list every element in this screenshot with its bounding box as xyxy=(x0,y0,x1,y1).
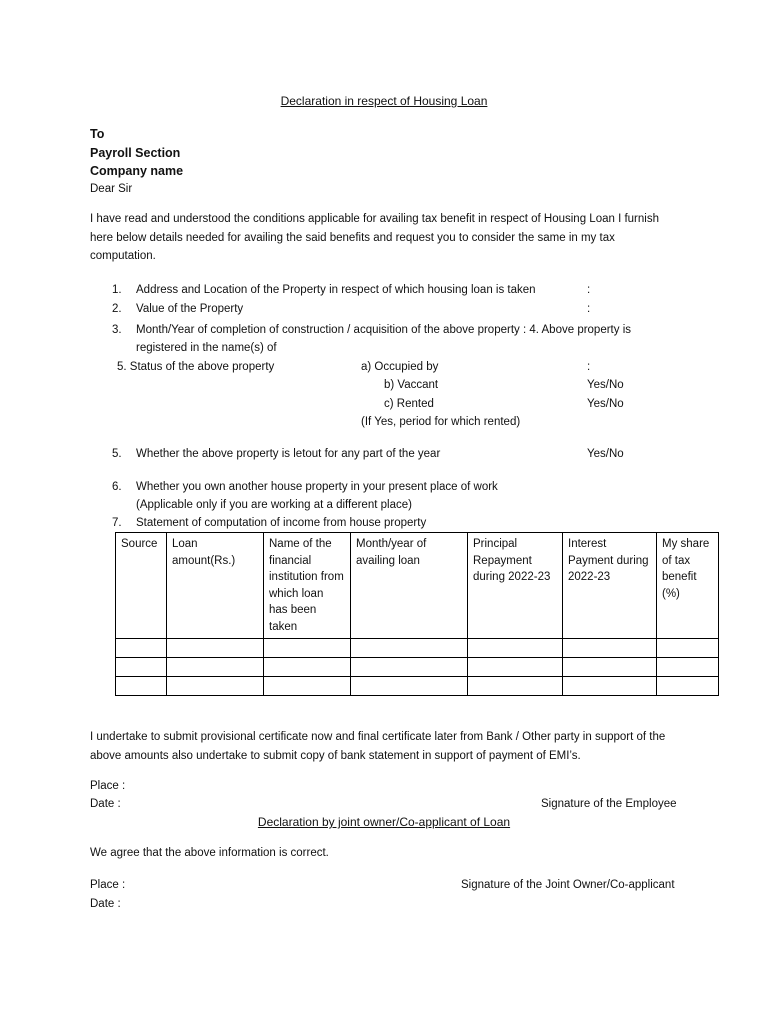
item-1-number: 1. xyxy=(112,284,122,296)
table-cell[interactable] xyxy=(351,639,468,658)
joint-place: Place : xyxy=(90,879,126,891)
address-line-1: Payroll Section xyxy=(90,146,181,160)
employee-place: Place : xyxy=(90,780,126,792)
table-row xyxy=(116,639,719,658)
item-2-text: Value of the Property xyxy=(136,303,244,315)
status-occupied-value: : xyxy=(587,361,591,373)
item-6-continuation: (Applicable only if you are working at a different place) xyxy=(136,499,412,511)
item-5-number: 5. xyxy=(112,448,122,460)
item-6-number: 6. xyxy=(112,481,122,493)
item-5-text: Whether the above property is letout for any part of the year xyxy=(136,448,441,460)
joint-declaration-title: Declaration by joint owner/Co-applicant of Loan xyxy=(257,815,511,829)
table-cell[interactable] xyxy=(167,639,264,658)
table-row xyxy=(116,658,719,677)
col-header-source: Source xyxy=(116,533,167,639)
employee-date: Date : xyxy=(90,798,121,810)
table-cell[interactable] xyxy=(264,658,351,677)
table-cell[interactable] xyxy=(563,658,657,677)
table-cell[interactable] xyxy=(657,658,719,677)
status-rented-note: (If Yes, period for which rented) xyxy=(361,416,521,428)
table-cell[interactable] xyxy=(563,639,657,658)
table-cell[interactable] xyxy=(468,639,563,658)
col-header-tax-share: My share of tax benefit (%) xyxy=(657,533,719,639)
table-cell[interactable] xyxy=(167,658,264,677)
table-header-row xyxy=(116,533,719,639)
table-cell[interactable] xyxy=(264,677,351,696)
table-cell[interactable] xyxy=(351,658,468,677)
item-3-number: 3. xyxy=(112,324,122,336)
joint-date: Date : xyxy=(90,898,121,910)
status-occupied: a) Occupied by xyxy=(361,361,439,373)
table-cell[interactable] xyxy=(264,639,351,658)
undertaking-paragraph: I undertake to submit provisional certificate now and final certificate later from Bank / Other party in support of the above amounts also undertake to submit copy of bank statement in support of payment of EMI’s. xyxy=(90,731,666,762)
table-cell[interactable] xyxy=(116,677,167,696)
table-cell[interactable] xyxy=(468,677,563,696)
status-vacant-value: Yes/No xyxy=(587,379,624,391)
col-header-loan-amount: Loan amount(Rs.) xyxy=(167,533,264,639)
item-3-continuation: registered in the name(s) of xyxy=(136,342,277,354)
status-vacant: b) Vaccant xyxy=(384,379,439,391)
col-header-institution: Name of the financial institution from which loan has been taken xyxy=(264,533,351,639)
item-5-value: Yes/No xyxy=(587,448,624,460)
agreement-statement: We agree that the above information is correct. xyxy=(90,847,329,859)
item-2-value: : xyxy=(587,303,591,315)
intro-paragraph: I have read and understood the conditions applicable for availing tax benefit in respect of Housing Loan I furnish here below details needed for availing the said benefits and request you to consider the same in my tax computation. xyxy=(90,213,659,262)
salutation: Dear Sir xyxy=(90,183,133,195)
table-cell[interactable] xyxy=(563,677,657,696)
document-title: Declaration in respect of Housing Loan xyxy=(280,94,488,108)
address-line-2: Company name xyxy=(90,164,184,178)
item-7-number: 7. xyxy=(112,517,122,529)
table-cell[interactable] xyxy=(468,658,563,677)
item-6-text: Whether you own another house property in your present place of work xyxy=(136,481,498,493)
status-rented-value: Yes/No xyxy=(587,398,624,410)
table-cell[interactable] xyxy=(657,639,719,658)
computation-table xyxy=(115,532,719,696)
table-cell[interactable] xyxy=(351,677,468,696)
item-7-text: Statement of computation of income from house property xyxy=(136,517,427,529)
item-2-number: 2. xyxy=(112,303,122,315)
item-3-text: Month/Year of completion of construction / acquisition of the above property : 4. Above property is xyxy=(136,324,631,336)
col-header-principal: Principal Repayment during 2022-23 xyxy=(468,533,563,639)
joint-signature: Signature of the Joint Owner/Co-applicant xyxy=(461,879,675,891)
col-header-month-year: Month/year of availing loan xyxy=(351,533,468,639)
table-row xyxy=(116,677,719,696)
item-1-value: : xyxy=(587,284,591,296)
employee-signature: Signature of the Employee xyxy=(541,798,677,810)
table-cell[interactable] xyxy=(116,639,167,658)
status-label: 5. Status of the above property xyxy=(117,361,275,373)
status-rented: c) Rented xyxy=(384,398,434,410)
item-1-text: Address and Location of the Property in respect of which housing loan is taken xyxy=(136,284,536,296)
table-cell[interactable] xyxy=(116,658,167,677)
col-header-interest: Interest Payment during 2022-23 xyxy=(563,533,657,639)
table-cell[interactable] xyxy=(167,677,264,696)
table-cell[interactable] xyxy=(657,677,719,696)
address-to: To xyxy=(90,127,105,141)
